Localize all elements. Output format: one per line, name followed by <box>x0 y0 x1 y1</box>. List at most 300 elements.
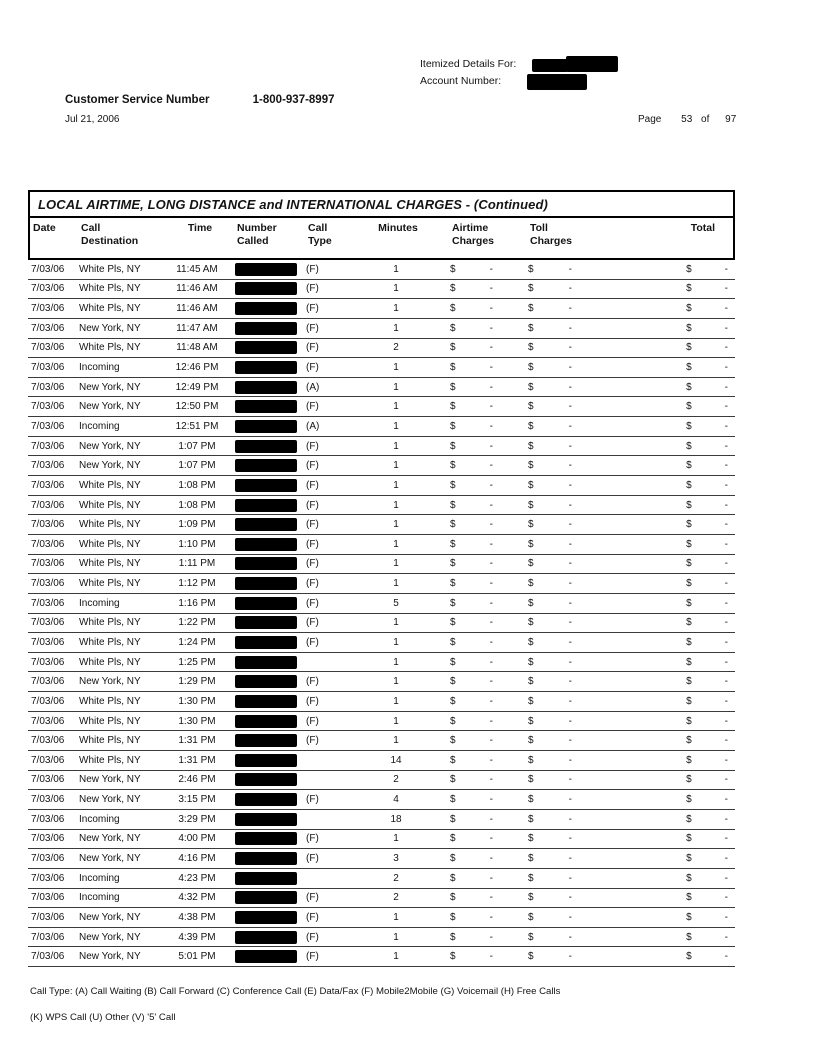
cell-airtime-charges <box>448 833 513 844</box>
cell-total <box>598 794 735 805</box>
cell-total-currency: $ <box>686 342 692 354</box>
account-number-row <box>420 73 618 90</box>
cell-toll-charges-amount: - <box>568 813 572 825</box>
cell-toll-charges <box>513 794 598 805</box>
cell-total <box>598 617 735 628</box>
cell-total-currency: $ <box>686 676 692 688</box>
cell-total <box>598 774 735 785</box>
cell-number-called <box>230 440 300 453</box>
itemized-details-row <box>420 56 618 73</box>
cell-call-destination: New York, NY <box>79 322 141 334</box>
cell-airtime-charges <box>448 774 513 785</box>
cell-toll-charges <box>513 676 598 687</box>
cell-airtime-charges-amount: - <box>489 715 493 727</box>
cell-call-type: (F) <box>306 283 319 295</box>
cell-total-amount: - <box>724 617 728 629</box>
cell-airtime-charges-amount: - <box>489 754 493 766</box>
cell-total-currency: $ <box>686 774 692 786</box>
table-row <box>28 515 735 535</box>
redacted-number <box>235 440 297 453</box>
cell-call-type: (F) <box>306 499 319 511</box>
cell-minutes: 1 <box>393 381 399 393</box>
cell-airtime-charges-amount: - <box>489 597 493 609</box>
cell-minutes: 1 <box>393 420 399 432</box>
cell-toll-charges <box>513 283 598 294</box>
table-row <box>28 633 735 653</box>
cell-toll-charges-currency: $ <box>528 460 534 472</box>
cell-call-type: (F) <box>306 892 319 904</box>
cell-airtime-charges <box>448 676 513 687</box>
cell-minutes: 1 <box>393 303 399 315</box>
customer-service-row <box>65 94 335 106</box>
cell-call-type: (F) <box>306 460 319 472</box>
itemized-details-block <box>420 56 618 90</box>
cell-airtime-charges-amount: - <box>489 401 493 413</box>
customer-service-number: 1-800-937-8997 <box>252 94 335 106</box>
table-row <box>28 437 735 457</box>
cell-minutes: 1 <box>393 479 399 491</box>
cell-total-currency: $ <box>686 597 692 609</box>
cell-toll-charges <box>513 833 598 844</box>
redacted-account-number <box>527 74 587 90</box>
cell-toll-charges-amount: - <box>568 911 572 923</box>
cell-number-called <box>230 793 300 806</box>
cell-airtime-charges-amount: - <box>489 578 493 590</box>
cell-airtime-charges-amount: - <box>489 362 493 374</box>
cell-total-currency: $ <box>686 872 692 884</box>
col-header-toll-charges: Toll Charges <box>530 222 573 247</box>
redacted-number <box>235 813 297 826</box>
cell-minutes: 1 <box>393 676 399 688</box>
cell-toll-charges-amount: - <box>568 578 572 590</box>
cell-airtime-charges <box>448 382 513 393</box>
cell-call-type: (F) <box>306 322 319 334</box>
table-row <box>28 378 735 398</box>
cell-toll-charges-currency: $ <box>528 715 534 727</box>
table-row <box>28 810 735 830</box>
cell-airtime-charges-amount: - <box>489 322 493 334</box>
cell-time: 1:25 PM <box>178 656 216 668</box>
table-row <box>28 535 735 555</box>
table-row <box>28 908 735 928</box>
cell-call-type: (F) <box>306 401 319 413</box>
table-row <box>28 456 735 476</box>
table-title: LOCAL AIRTIME, LONG DISTANCE and INTERNATIONAL CHARGES - (Continued) <box>30 192 733 218</box>
redacted-number <box>235 911 297 924</box>
cell-call-type: (A) <box>306 381 320 393</box>
cell-toll-charges-currency: $ <box>528 362 534 374</box>
cell-airtime-charges-currency: $ <box>450 342 456 354</box>
redacted-number <box>235 499 297 512</box>
cell-airtime-charges-amount: - <box>489 558 493 570</box>
cell-toll-charges-amount: - <box>568 892 572 904</box>
cell-call-destination: New York, NY <box>79 853 141 865</box>
cell-airtime-charges <box>448 519 513 530</box>
cell-toll-charges <box>513 598 598 609</box>
redacted-number <box>235 636 297 649</box>
cell-toll-charges <box>513 441 598 452</box>
cell-airtime-charges-amount: - <box>489 479 493 491</box>
account-number-label: Account Number: <box>420 75 502 87</box>
cell-call-destination: White Pls, NY <box>79 695 141 707</box>
cell-total-currency: $ <box>686 420 692 432</box>
cell-toll-charges-currency: $ <box>528 833 534 845</box>
cell-toll-charges-amount: - <box>568 479 572 491</box>
page-label: Page <box>638 114 662 125</box>
cell-number-called <box>230 931 300 944</box>
cell-call-type: (F) <box>306 479 319 491</box>
cell-airtime-charges <box>448 716 513 727</box>
cell-time: 1:30 PM <box>178 695 216 707</box>
cell-date: 7/03/06 <box>31 303 65 315</box>
table-row <box>28 476 735 496</box>
cell-date: 7/03/06 <box>31 401 65 413</box>
cell-total-currency: $ <box>686 460 692 472</box>
cell-total-currency: $ <box>686 911 692 923</box>
cell-number-called <box>230 282 300 295</box>
cell-total <box>598 892 735 903</box>
cell-airtime-charges-currency: $ <box>450 892 456 904</box>
cell-date: 7/03/06 <box>31 617 65 629</box>
cell-toll-charges-currency: $ <box>528 519 534 531</box>
cell-minutes: 1 <box>393 263 399 275</box>
cell-total-currency: $ <box>686 715 692 727</box>
cell-total-amount: - <box>724 676 728 688</box>
cell-airtime-charges <box>448 500 513 511</box>
cell-number-called <box>230 636 300 649</box>
cell-date: 7/03/06 <box>31 519 65 531</box>
cell-call-destination: New York, NY <box>79 460 141 472</box>
cell-total <box>598 342 735 353</box>
cell-airtime-charges-amount: - <box>489 617 493 629</box>
redacted-number <box>235 872 297 885</box>
cell-number-called <box>230 263 300 276</box>
cell-airtime-charges <box>448 617 513 628</box>
cell-time: 12:51 PM <box>175 420 219 432</box>
cell-airtime-charges-amount: - <box>489 499 493 511</box>
cell-total-amount: - <box>724 597 728 609</box>
cell-call-type: (F) <box>306 931 319 943</box>
cell-toll-charges <box>513 323 598 334</box>
cell-total <box>598 873 735 884</box>
cell-total <box>598 853 735 864</box>
table-row <box>28 260 735 280</box>
cell-airtime-charges-currency: $ <box>450 853 456 865</box>
cell-call-destination: White Pls, NY <box>79 263 141 275</box>
cell-airtime-charges-currency: $ <box>450 283 456 295</box>
cell-time: 11:47 AM <box>176 322 218 334</box>
cell-toll-charges-currency: $ <box>528 440 534 452</box>
cell-toll-charges-amount: - <box>568 499 572 511</box>
cell-toll-charges-currency: $ <box>528 872 534 884</box>
redacted-number <box>235 891 297 904</box>
cell-date: 7/03/06 <box>31 911 65 923</box>
redacted-number <box>235 656 297 669</box>
cell-time: 4:16 PM <box>178 853 216 865</box>
cell-time: 1:09 PM <box>178 519 216 531</box>
cell-date: 7/03/06 <box>31 263 65 275</box>
table-row <box>28 594 735 614</box>
cell-airtime-charges-amount: - <box>489 695 493 707</box>
cell-toll-charges <box>513 853 598 864</box>
cell-airtime-charges-currency: $ <box>450 754 456 766</box>
cell-total-amount: - <box>724 322 728 334</box>
cell-time: 4:32 PM <box>178 892 216 904</box>
cell-toll-charges-amount: - <box>568 440 572 452</box>
cell-airtime-charges-currency: $ <box>450 774 456 786</box>
cell-total <box>598 696 735 707</box>
cell-toll-charges-currency: $ <box>528 794 534 806</box>
cell-total <box>598 401 735 412</box>
cell-time: 1:16 PM <box>178 597 216 609</box>
cell-total <box>598 441 735 452</box>
redacted-number <box>235 734 297 747</box>
table-row <box>28 712 735 732</box>
table-row <box>28 496 735 516</box>
cell-time: 4:00 PM <box>178 833 216 845</box>
cell-number-called <box>230 950 300 963</box>
cell-date: 7/03/06 <box>31 440 65 452</box>
redacted-number <box>235 361 297 374</box>
cell-toll-charges-currency: $ <box>528 420 534 432</box>
cell-minutes: 1 <box>393 636 399 648</box>
cell-call-type: (F) <box>306 440 319 452</box>
cell-call-destination: New York, NY <box>79 794 141 806</box>
cell-toll-charges-amount: - <box>568 420 572 432</box>
cell-minutes: 1 <box>393 833 399 845</box>
cell-date: 7/03/06 <box>31 794 65 806</box>
cell-minutes: 1 <box>393 656 399 668</box>
redacted-number <box>235 852 297 865</box>
cell-total-amount: - <box>724 636 728 648</box>
cell-call-type: (F) <box>306 794 319 806</box>
cell-date: 7/03/06 <box>31 381 65 393</box>
cell-airtime-charges <box>448 814 513 825</box>
cell-date: 7/03/06 <box>31 656 65 668</box>
cell-toll-charges-amount: - <box>568 519 572 531</box>
cell-call-type: (F) <box>306 833 319 845</box>
cell-call-type: (F) <box>306 951 319 963</box>
cell-airtime-charges <box>448 657 513 668</box>
cell-airtime-charges <box>448 892 513 903</box>
cell-toll-charges <box>513 637 598 648</box>
cell-number-called <box>230 499 300 512</box>
cell-total <box>598 951 735 962</box>
table-row <box>28 574 735 594</box>
cell-number-called <box>230 381 300 394</box>
cell-total-currency: $ <box>686 636 692 648</box>
cell-total-amount: - <box>724 538 728 550</box>
cell-total-currency: $ <box>686 695 692 707</box>
cell-number-called <box>230 695 300 708</box>
cell-total <box>598 657 735 668</box>
cell-airtime-charges-amount: - <box>489 735 493 747</box>
cell-time: 1:22 PM <box>178 617 216 629</box>
cell-airtime-charges-currency: $ <box>450 597 456 609</box>
cell-airtime-charges-currency: $ <box>450 636 456 648</box>
cell-airtime-charges-currency: $ <box>450 460 456 472</box>
redacted-number <box>235 597 297 610</box>
cell-toll-charges-amount: - <box>568 695 572 707</box>
cell-total-currency: $ <box>686 558 692 570</box>
cell-airtime-charges-amount: - <box>489 813 493 825</box>
cell-toll-charges-currency: $ <box>528 381 534 393</box>
cell-minutes: 1 <box>393 951 399 963</box>
cell-total-amount: - <box>724 420 728 432</box>
cell-toll-charges <box>513 401 598 412</box>
cell-toll-charges-amount: - <box>568 322 572 334</box>
cell-airtime-charges-currency: $ <box>450 931 456 943</box>
cell-number-called <box>230 675 300 688</box>
cell-time: 12:46 PM <box>175 362 219 374</box>
cell-airtime-charges <box>448 539 513 550</box>
cell-toll-charges <box>513 617 598 628</box>
cell-minutes: 1 <box>393 519 399 531</box>
cell-call-type: (F) <box>306 597 319 609</box>
cell-toll-charges <box>513 382 598 393</box>
column-header-row <box>30 218 733 258</box>
cell-toll-charges <box>513 578 598 589</box>
cell-minutes: 18 <box>390 813 402 825</box>
cell-total-amount: - <box>724 794 728 806</box>
cell-call-destination: New York, NY <box>79 401 141 413</box>
table-row <box>28 830 735 850</box>
table-row <box>28 692 735 712</box>
cell-call-destination: New York, NY <box>79 951 141 963</box>
cell-number-called <box>230 616 300 629</box>
cell-airtime-charges <box>448 755 513 766</box>
cell-date: 7/03/06 <box>31 813 65 825</box>
cell-total-amount: - <box>724 499 728 511</box>
table-row <box>28 672 735 692</box>
cell-airtime-charges <box>448 794 513 805</box>
cell-total-currency: $ <box>686 479 692 491</box>
cell-airtime-charges-amount: - <box>489 263 493 275</box>
cell-airtime-charges <box>448 362 513 373</box>
cell-call-destination: White Pls, NY <box>79 558 141 570</box>
cell-total-currency: $ <box>686 754 692 766</box>
cell-toll-charges-amount: - <box>568 460 572 472</box>
cell-total-amount: - <box>724 519 728 531</box>
cell-time: 3:29 PM <box>178 813 216 825</box>
cell-toll-charges-amount: - <box>568 735 572 747</box>
cell-time: 11:45 AM <box>176 263 218 275</box>
cell-total-amount: - <box>724 813 728 825</box>
cell-total-amount: - <box>724 263 728 275</box>
cell-time: 4:38 PM <box>178 911 216 923</box>
cell-date: 7/03/06 <box>31 636 65 648</box>
cell-date: 7/03/06 <box>31 951 65 963</box>
cell-airtime-charges-amount: - <box>489 911 493 923</box>
cell-number-called <box>230 459 300 472</box>
redacted-number <box>235 381 297 394</box>
cell-toll-charges-currency: $ <box>528 342 534 354</box>
redacted-number <box>235 950 297 963</box>
cell-airtime-charges-currency: $ <box>450 362 456 374</box>
cell-airtime-charges-currency: $ <box>450 303 456 315</box>
cell-airtime-charges-amount: - <box>489 676 493 688</box>
table-row <box>28 319 735 339</box>
cell-toll-charges-currency: $ <box>528 695 534 707</box>
cell-total <box>598 421 735 432</box>
cell-number-called <box>230 479 300 492</box>
cell-number-called <box>230 656 300 669</box>
cell-total <box>598 912 735 923</box>
cell-total <box>598 833 735 844</box>
cell-total-currency: $ <box>686 833 692 845</box>
cell-toll-charges <box>513 716 598 727</box>
cell-number-called <box>230 754 300 767</box>
cell-airtime-charges-currency: $ <box>450 499 456 511</box>
cell-toll-charges-amount: - <box>568 381 572 393</box>
cell-total <box>598 598 735 609</box>
redacted-number <box>235 302 297 315</box>
cell-total-currency: $ <box>686 519 692 531</box>
cell-airtime-charges-amount: - <box>489 951 493 963</box>
table-row <box>28 339 735 359</box>
cell-total-currency: $ <box>686 538 692 550</box>
cell-airtime-charges <box>448 696 513 707</box>
cell-total <box>598 676 735 687</box>
cell-total-amount: - <box>724 342 728 354</box>
cell-time: 1:11 PM <box>178 558 216 570</box>
cell-airtime-charges-currency: $ <box>450 420 456 432</box>
col-header-number-called: Number Called <box>237 222 277 247</box>
cell-airtime-charges-amount: - <box>489 853 493 865</box>
cell-time: 11:46 AM <box>176 303 218 315</box>
cell-call-destination: White Pls, NY <box>79 735 141 747</box>
cell-date: 7/03/06 <box>31 695 65 707</box>
cell-airtime-charges <box>448 303 513 314</box>
cell-time: 11:46 AM <box>176 283 218 295</box>
cell-call-destination: Incoming <box>79 872 120 884</box>
cell-toll-charges <box>513 696 598 707</box>
cell-minutes: 1 <box>393 617 399 629</box>
cell-toll-charges-amount: - <box>568 951 572 963</box>
table-row <box>28 358 735 378</box>
cell-date: 7/03/06 <box>31 931 65 943</box>
redacted-number <box>235 832 297 845</box>
redacted-number <box>235 263 297 276</box>
table-row <box>28 653 735 673</box>
cell-total-currency: $ <box>686 951 692 963</box>
cell-date: 7/03/06 <box>31 362 65 374</box>
cell-call-destination: White Pls, NY <box>79 617 141 629</box>
cell-airtime-charges-currency: $ <box>450 558 456 570</box>
cell-call-destination: Incoming <box>79 813 120 825</box>
cell-time: 1:24 PM <box>178 636 216 648</box>
cell-number-called <box>230 773 300 786</box>
cell-total-amount: - <box>724 283 728 295</box>
redacted-number <box>235 538 297 551</box>
cell-total-amount: - <box>724 951 728 963</box>
cell-toll-charges <box>513 735 598 746</box>
cell-number-called <box>230 538 300 551</box>
redacted-number <box>235 931 297 944</box>
cell-total-currency: $ <box>686 735 692 747</box>
redacted-number <box>235 322 297 335</box>
cell-airtime-charges <box>448 558 513 569</box>
cell-number-called <box>230 813 300 826</box>
cell-airtime-charges-amount: - <box>489 774 493 786</box>
redacted-number <box>235 754 297 767</box>
cell-toll-charges-amount: - <box>568 558 572 570</box>
cell-airtime-charges-amount: - <box>489 283 493 295</box>
cell-time: 2:46 PM <box>178 774 216 786</box>
cell-toll-charges-currency: $ <box>528 578 534 590</box>
cell-toll-charges <box>513 303 598 314</box>
cell-call-type: (F) <box>306 735 319 747</box>
